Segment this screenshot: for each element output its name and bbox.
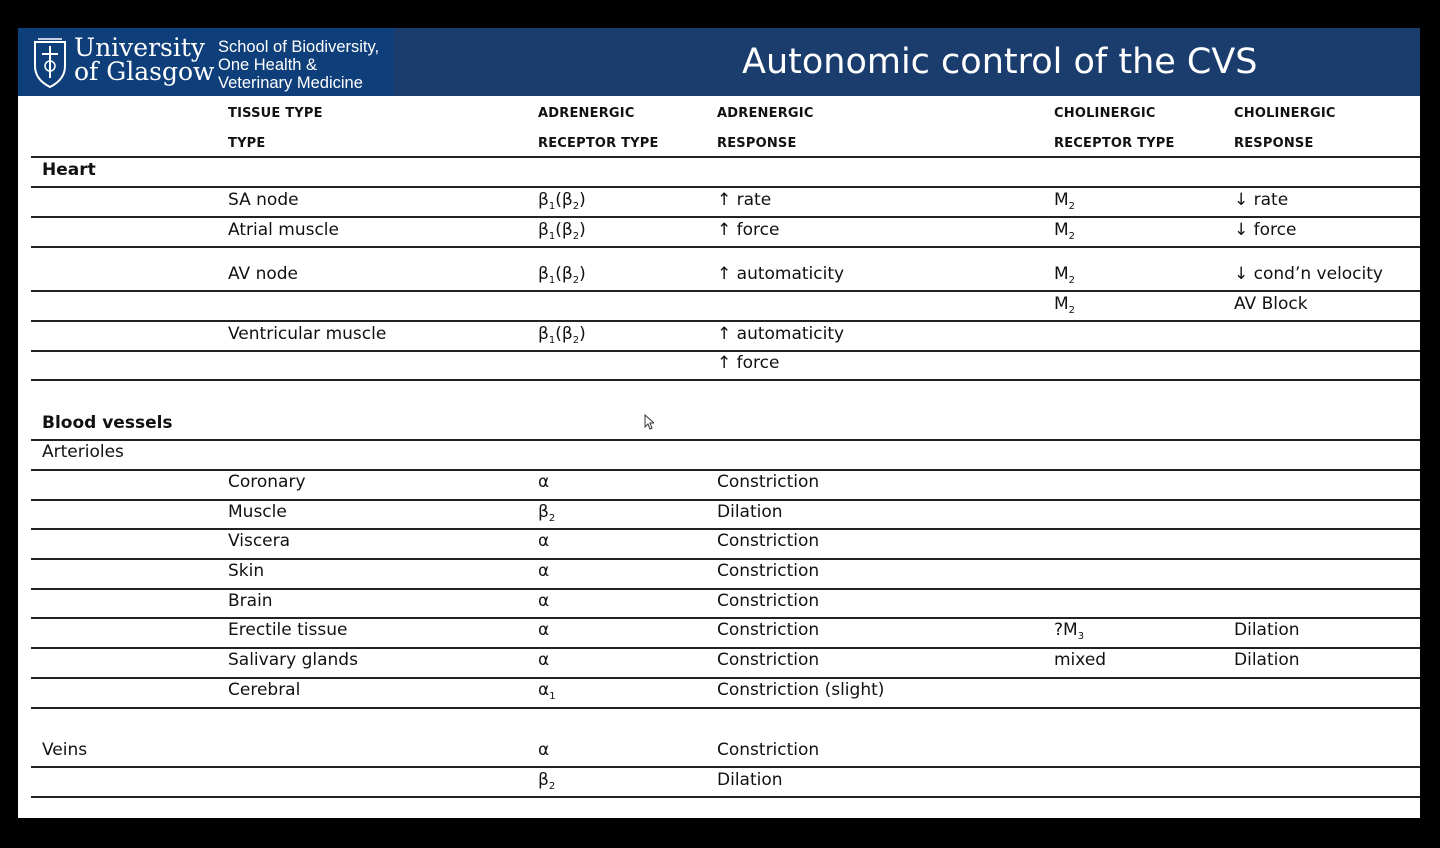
table-rule <box>31 796 1420 798</box>
tissue-cell: Salivary glands <box>228 650 358 670</box>
table-rule <box>31 617 1420 619</box>
table-rule <box>31 677 1420 679</box>
cholinergic-response-cell: ↓ rate <box>1234 190 1289 210</box>
table-rule <box>31 558 1420 560</box>
table-rule <box>31 216 1420 218</box>
table-rule <box>31 588 1420 590</box>
adrenergic-receptor-cell: α <box>538 591 550 611</box>
table-rule <box>31 469 1420 471</box>
adrenergic-response-cell: ↑ rate <box>717 190 772 210</box>
col-header-tissue-line2: TYPE <box>228 136 266 151</box>
adrenergic-receptor-cell: $\beta_1(\beta_2)$ <box>538 264 586 286</box>
table-rule <box>31 290 1420 292</box>
adrenergic-receptor-cell: $\beta_2$ <box>538 502 556 524</box>
tissue-cell: Cerebral <box>228 680 301 700</box>
adrenergic-receptor-cell: α <box>538 620 550 640</box>
tissue-cell: Brain <box>228 591 273 611</box>
table-rule <box>31 156 1420 158</box>
adrenergic-response-cell: Constriction <box>717 740 820 760</box>
col-header-adr-receptor-line1: ADRENERGIC <box>538 106 635 121</box>
tissue-cell: Skin <box>228 561 265 581</box>
adrenergic-response-cell: ↑ force <box>717 353 780 373</box>
adrenergic-receptor-cell: α <box>538 740 550 760</box>
adrenergic-response-cell: Constriction <box>717 561 820 581</box>
university-crest-icon <box>32 38 68 88</box>
adrenergic-response-cell: Constriction <box>717 531 820 551</box>
tissue-cell: AV node <box>228 264 299 284</box>
adrenergic-receptor-cell: $\alpha_1$ <box>538 680 556 702</box>
adrenergic-receptor-cell: α <box>538 650 550 670</box>
slide-title: Autonomic control of the CVS <box>742 42 1258 82</box>
col-header-chol-response-line2: RESPONSE <box>1234 136 1314 151</box>
mouse-cursor-icon <box>644 414 654 430</box>
tissue-cell: Atrial muscle <box>228 220 339 240</box>
table-rule <box>31 707 1420 709</box>
table-rule <box>31 246 1420 248</box>
cholinergic-receptor-cell: $M_2$ <box>1054 220 1076 242</box>
school-name-line1: School of Biodiversity, <box>218 38 380 56</box>
adrenergic-response-cell: Constriction <box>717 472 820 492</box>
col-header-chol-receptor-line2: RECEPTOR TYPE <box>1054 136 1175 151</box>
table-rule <box>31 379 1420 381</box>
tissue-cell: Viscera <box>228 531 291 551</box>
school-name-line2: One Health & <box>218 56 318 74</box>
adrenergic-receptor-cell: α <box>538 472 550 492</box>
tissue-cell: Muscle <box>228 502 287 522</box>
adrenergic-receptor-cell: $\beta_1(\beta_2)$ <box>538 220 586 242</box>
tissue-cell: Coronary <box>228 472 306 492</box>
school-name-line3: Veterinary Medicine <box>218 74 363 92</box>
cholinergic-receptor-cell: $M_2$ <box>1054 264 1076 286</box>
section-arterioles: Arterioles <box>42 442 124 462</box>
col-header-adr-receptor-line2: RECEPTOR TYPE <box>538 136 659 151</box>
section-heart: Heart <box>42 160 96 180</box>
tissue-cell: Erectile tissue <box>228 620 348 640</box>
col-header-adr-response-line1: ADRENERGIC <box>717 106 814 121</box>
adrenergic-receptor-cell: $\beta_1(\beta_2)$ <box>538 190 586 212</box>
slide <box>18 28 1420 818</box>
cholinergic-receptor-cell: mixed <box>1054 650 1107 670</box>
adrenergic-response-cell: Dilation <box>717 770 783 790</box>
table-rule <box>31 350 1420 352</box>
cholinergic-response-cell: Dilation <box>1234 650 1300 670</box>
university-name <box>74 33 215 86</box>
table-rule <box>31 647 1420 649</box>
adrenergic-response-cell: ↑ automaticity <box>717 264 845 284</box>
section-veins: Veins <box>42 740 88 760</box>
col-header-adr-response-line2: RESPONSE <box>717 136 797 151</box>
cholinergic-receptor-cell: $M_2$ <box>1054 190 1076 212</box>
adrenergic-receptor-cell: α <box>538 531 550 551</box>
table-rule <box>31 528 1420 530</box>
tissue-cell: SA node <box>228 190 299 210</box>
adrenergic-response-cell: Constriction (slight) <box>717 680 885 700</box>
adrenergic-response-cell: ↑ force <box>717 220 780 240</box>
cholinergic-response-cell: ↓ cond’n velocity <box>1234 264 1383 284</box>
university-logo <box>18 28 394 96</box>
cholinergic-response-cell: AV Block <box>1234 294 1308 314</box>
adrenergic-response-cell: Constriction <box>717 620 820 640</box>
cholinergic-receptor-cell: $M_2$ <box>1054 294 1076 316</box>
university-name-line2: of Glasgow <box>74 57 215 86</box>
cholinergic-receptor-cell: $?M_3$ <box>1054 620 1085 642</box>
adrenergic-response-cell: Dilation <box>717 502 783 522</box>
table-rule <box>31 499 1420 501</box>
cholinergic-response-cell: Dilation <box>1234 620 1300 640</box>
adrenergic-receptor-cell: α <box>538 561 550 581</box>
adrenergic-response-cell: ↑ automaticity <box>717 324 845 344</box>
tissue-cell: Ventricular muscle <box>228 324 387 344</box>
school-name <box>218 38 379 92</box>
adrenergic-receptor-cell: $\beta_1(\beta_2)$ <box>538 324 586 346</box>
table-rule <box>31 439 1420 441</box>
col-header-chol-response-line1: CHOLINERGIC <box>1234 106 1336 121</box>
university-name-line1: University <box>74 33 206 62</box>
cholinergic-response-cell: ↓ force <box>1234 220 1297 240</box>
adrenergic-receptor-cell: $\beta_2$ <box>538 770 556 792</box>
col-header-chol-receptor-line1: CHOLINERGIC <box>1054 106 1156 121</box>
table-rule <box>31 320 1420 322</box>
section-blood-vessels: Blood vessels <box>42 413 173 433</box>
table-rule <box>31 186 1420 188</box>
col-header-tissue-line1: TISSUE TYPE <box>228 106 323 121</box>
adrenergic-response-cell: Constriction <box>717 650 820 670</box>
adrenergic-response-cell: Constriction <box>717 591 820 611</box>
table-rule <box>31 766 1420 768</box>
